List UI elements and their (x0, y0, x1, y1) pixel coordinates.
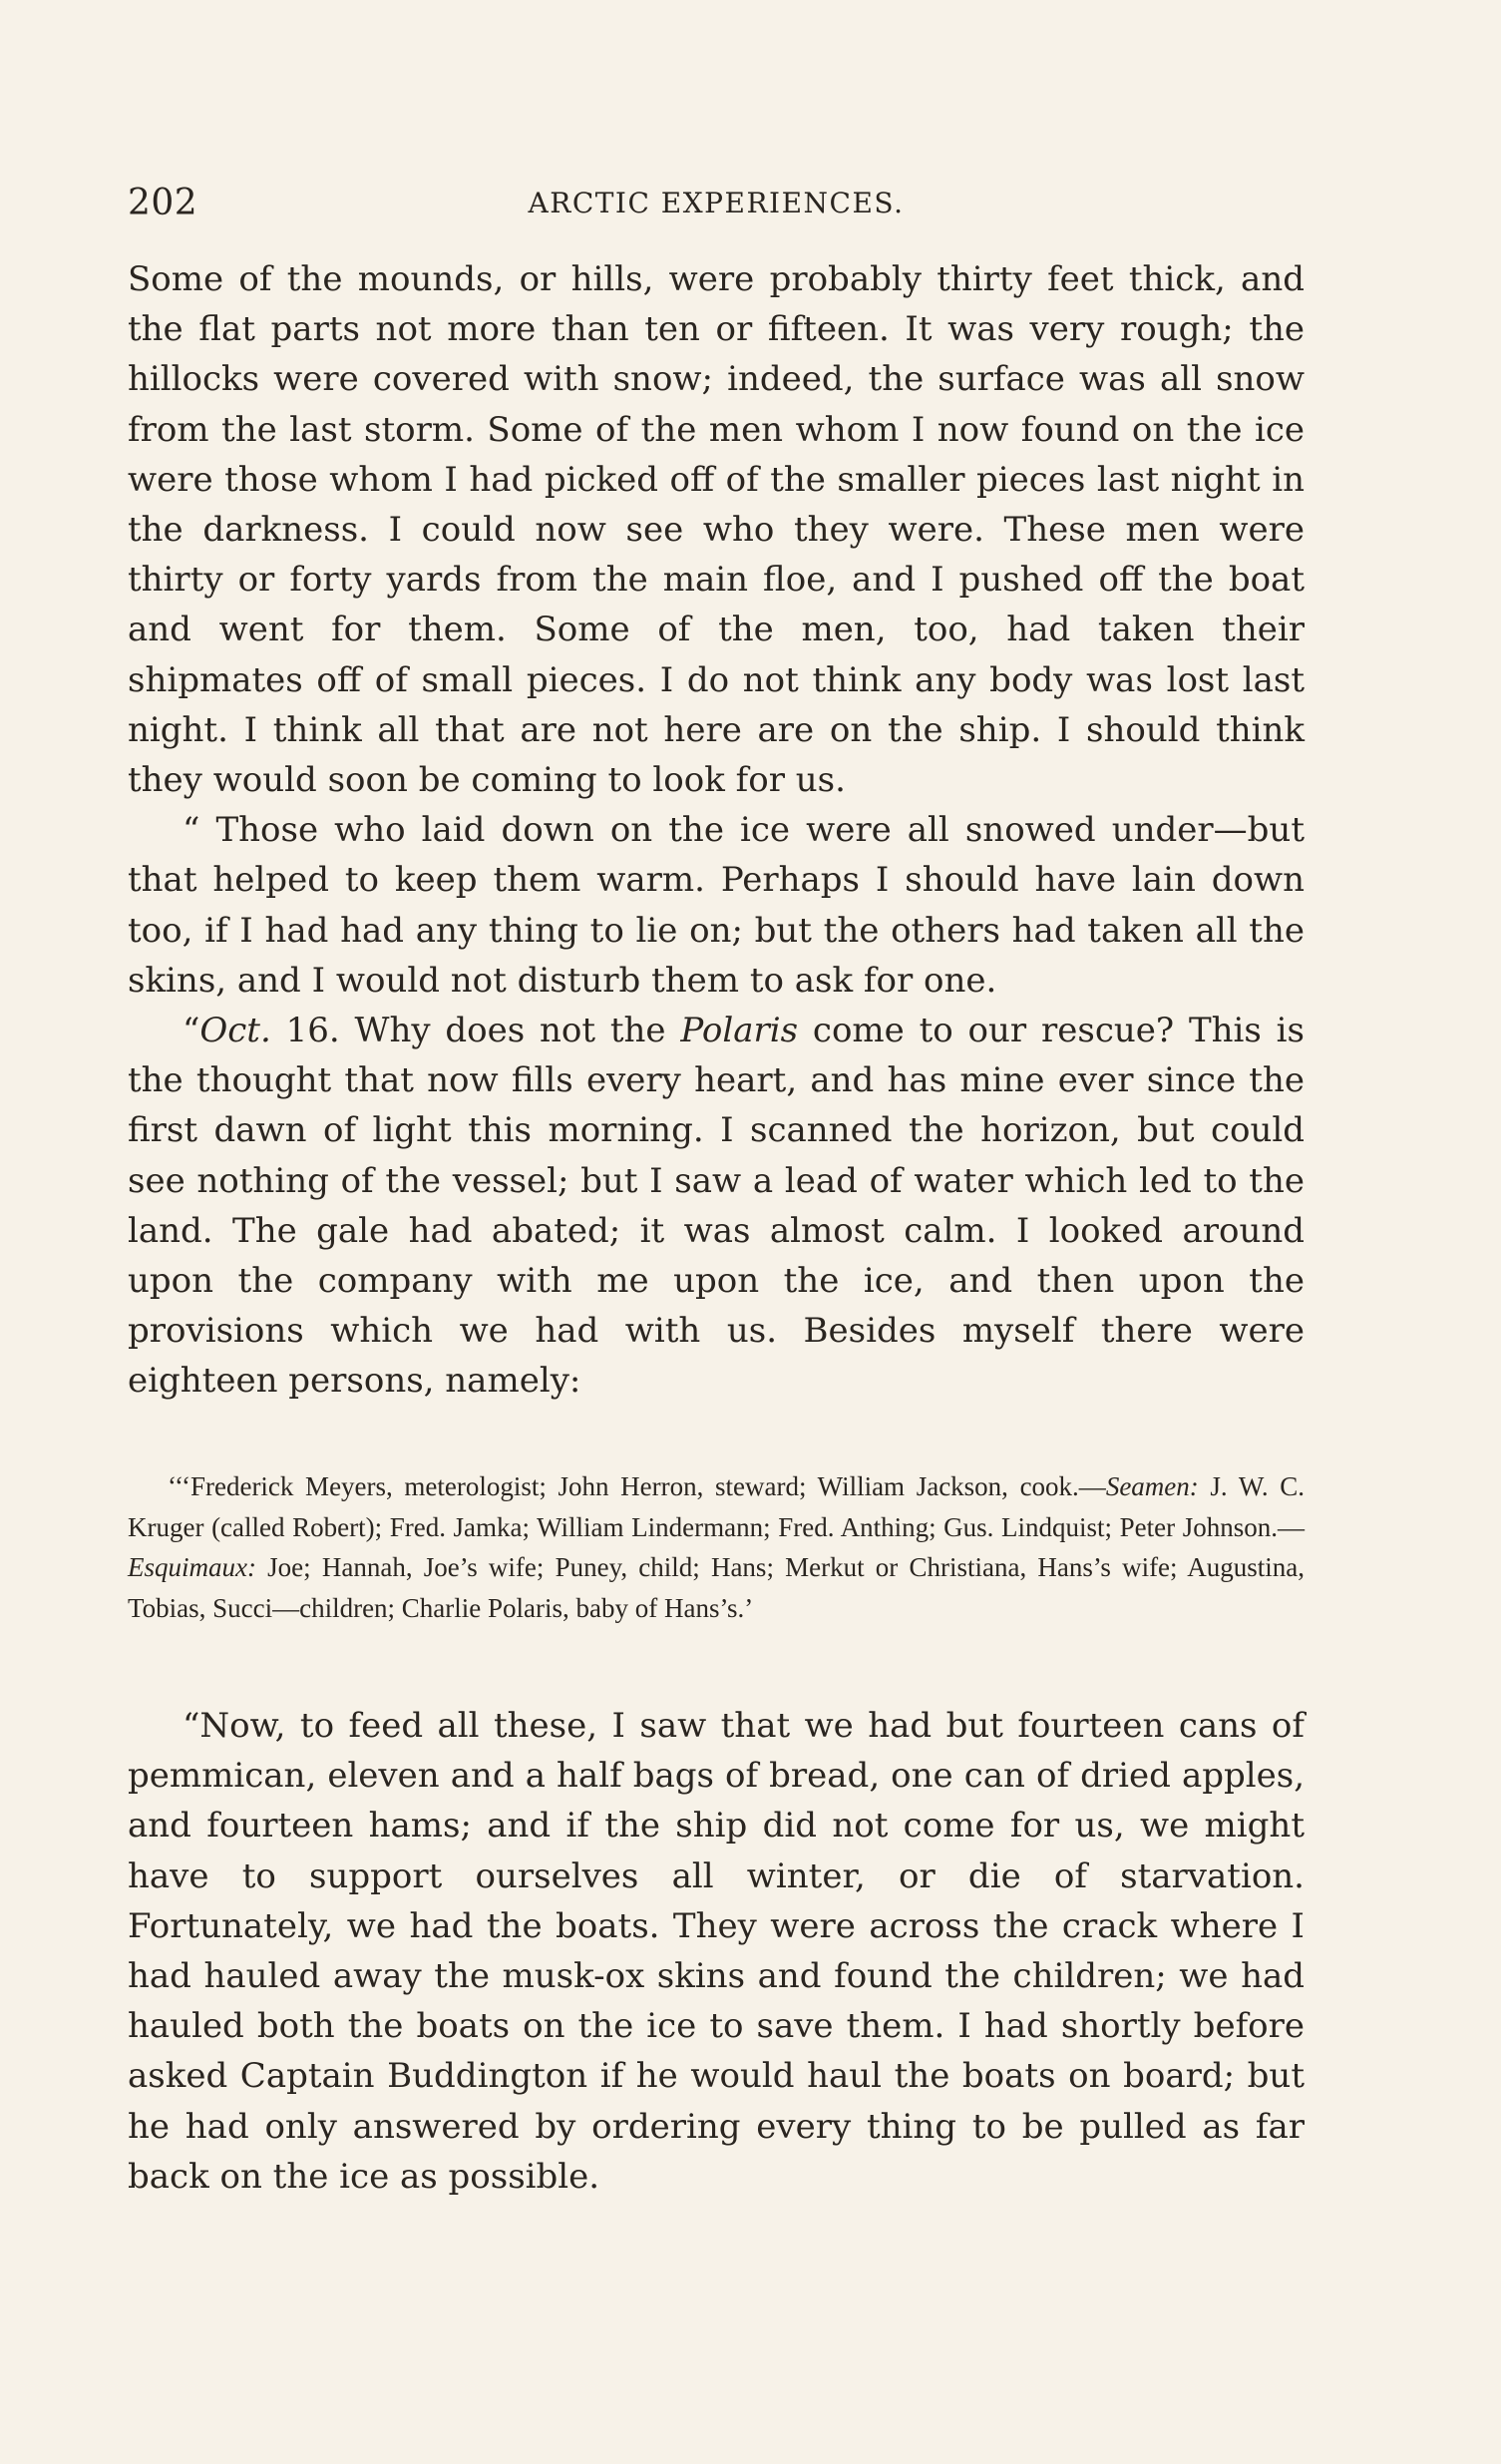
page-header (128, 183, 1305, 232)
crew-list (128, 1466, 1305, 1628)
seamen-label: Seamen: (1105, 1471, 1199, 1501)
crew-list-part-a: ‘‘‘Frederick Meyers, meterologist; John Herron, steward; William Jackson, cook.— (168, 1471, 1106, 1501)
esquimaux-label: Esquimaux: (128, 1552, 256, 1582)
crew-list-extract (128, 1466, 1305, 1628)
crew-list-part-c: Joe; Hannah, Joe’s wife; Puney, child; Hans; Merkut or Christiana, Hans’s wife; Augustina, Tobias, Succi—children; Charlie Polaris, baby of Hans’s.’ (128, 1552, 1305, 1623)
paragraph-3-part-b: come to our rescue? This is the thought that now fills every heart, and has mine ever since the first dawn of light this morning. I scanned the horizon, but could see nothing of the vessel; but I saw a lead of water which led to the land. The gale had abated; it was almost calm. I looked around upon the company with me upon the ice, and then upon the provisions which we had with us. Besides myself there were eighteen persons, namely: (128, 1011, 1305, 1402)
page-number: 202 (128, 183, 198, 223)
open-quote: “ (183, 1011, 200, 1051)
paragraph-3 (128, 1006, 1305, 1407)
paragraph-1: Some of the mounds, or hills, were probably thirty feet thick, and the flat parts not more than ten or fifteen. It was very rough; the hillocks were covered with snow; indeed, the surface was all snow from the last storm. Some of the men whom I now found on the ice were those whom I had picked off of the smaller pieces last night in the darkness. I could now see who they were. These men were thirty or forty yards from the main floe, and I pushed off the boat and went for them. Some of the men, too, had taken their shipmates off of small pieces. I do not think any body was lost last night. I think all that are not here are on the ship. I should think they would soon be coming to look for us. (128, 259, 1305, 801)
paragraph-4: “Now, to feed all these, I saw that we had but fourteen cans of pemmican, eleven and a half bags of bread, one can of dried apples, and fourteen hams; and if the ship did not come for us, we might have to support ourselves all winter, or die of starvation. Fortunately, we had the boats. They were across the crack where I had hauled away the musk-ox skins and found the children; we had hauled both the boats on the ice to save them. I had shortly before asked Captain Buddington if he would haul the boats on board; but he had only answered by ordering every thing to be pulled as far back on the ice as possible. (128, 1706, 1305, 2197)
crew-list-part-b: J. W. C. Kruger (called Robert); Fred. Jamka; William Lindermann; Fred. Anthing; Gus. Lindquist; Peter Johnson.— (128, 1471, 1305, 1542)
main-text (128, 254, 1305, 1407)
closing-text (128, 1701, 1305, 2202)
paragraph-3-part-a: 16. Why does not the (270, 1011, 681, 1051)
paragraph-2: “ Those who laid down on the ice were all snowed under—but that helped to keep them warm. Perhaps I should have lain down too, if I had had any thing to lie on; but the others had taken all the skins, and I would not disturb them to ask for one. (128, 810, 1305, 1001)
ship-name: Polaris (680, 1011, 799, 1051)
running-head: ARCTIC EXPERIENCES. (528, 187, 905, 219)
date-label: Oct. (199, 1011, 271, 1051)
